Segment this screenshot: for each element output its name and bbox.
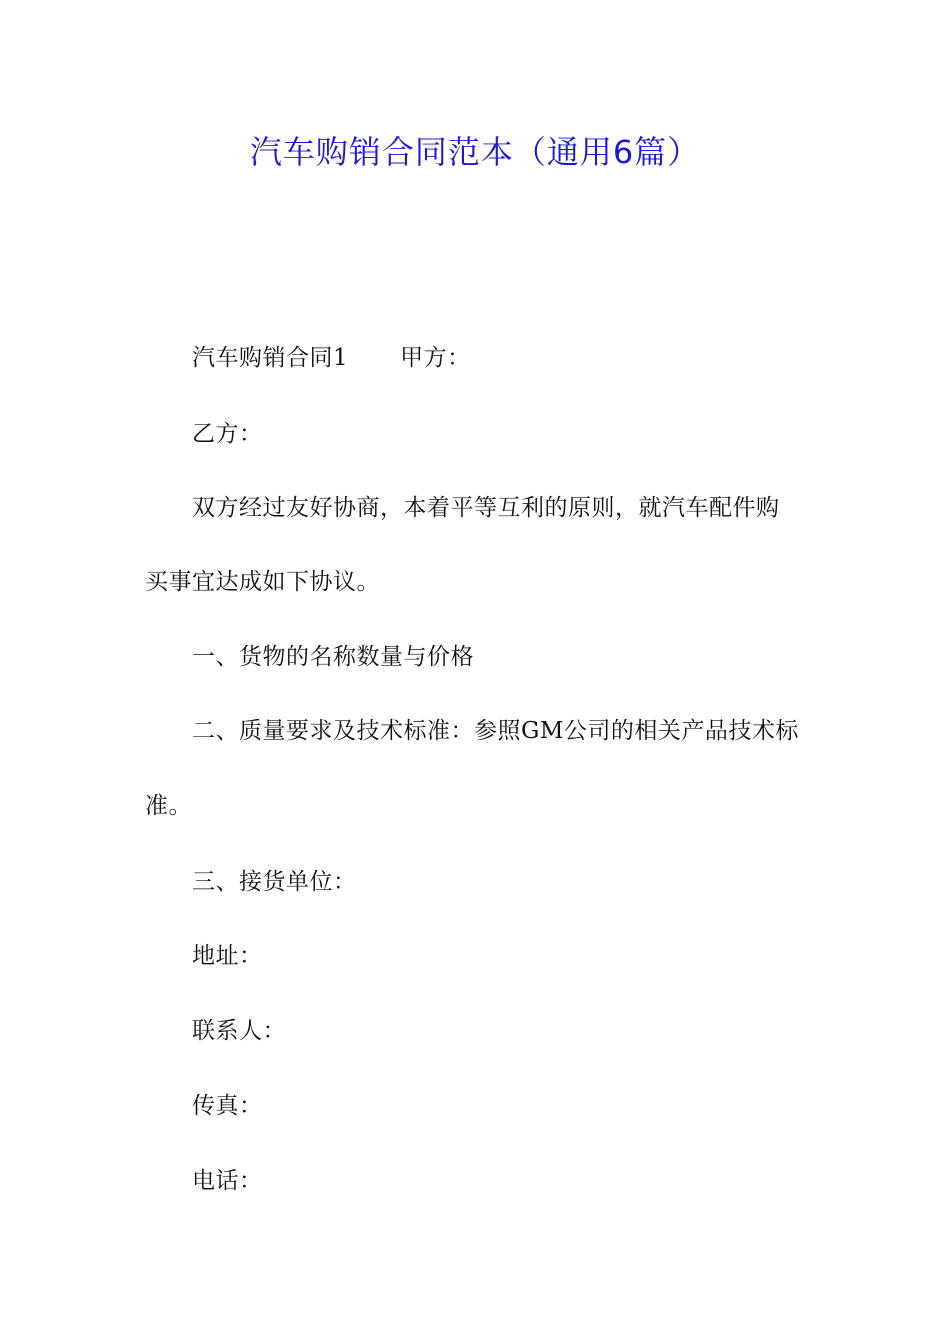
contact-label: 联系人：	[192, 1018, 286, 1044]
contract-heading-line	[192, 342, 471, 374]
clause-2-line-2: 准。	[145, 793, 192, 819]
intro-paragraph-line-1: 双方经过友好协商，本着平等互利的原则，就汽车配件购	[192, 495, 780, 521]
document-title: 汽车购销合同范本（通用6篇）	[249, 133, 701, 171]
clause-3: 三、接货单位：	[192, 869, 357, 895]
clause-2-line-1: 二、质量要求及技术标准：参照GM公司的相关产品技术标	[192, 718, 799, 744]
party-a-label: 甲方：	[400, 345, 471, 371]
address-label: 地址：	[192, 943, 263, 969]
party-b-label: 乙方：	[192, 421, 263, 447]
intro-paragraph-line-2: 买事宜达成如下协议。	[145, 569, 380, 595]
section-heading: 汽车购销合同1	[192, 345, 349, 371]
phone-label: 电话：	[192, 1168, 263, 1194]
fax-label: 传真：	[192, 1093, 263, 1119]
clause-1: 一、货物的名称数量与价格	[192, 644, 474, 670]
